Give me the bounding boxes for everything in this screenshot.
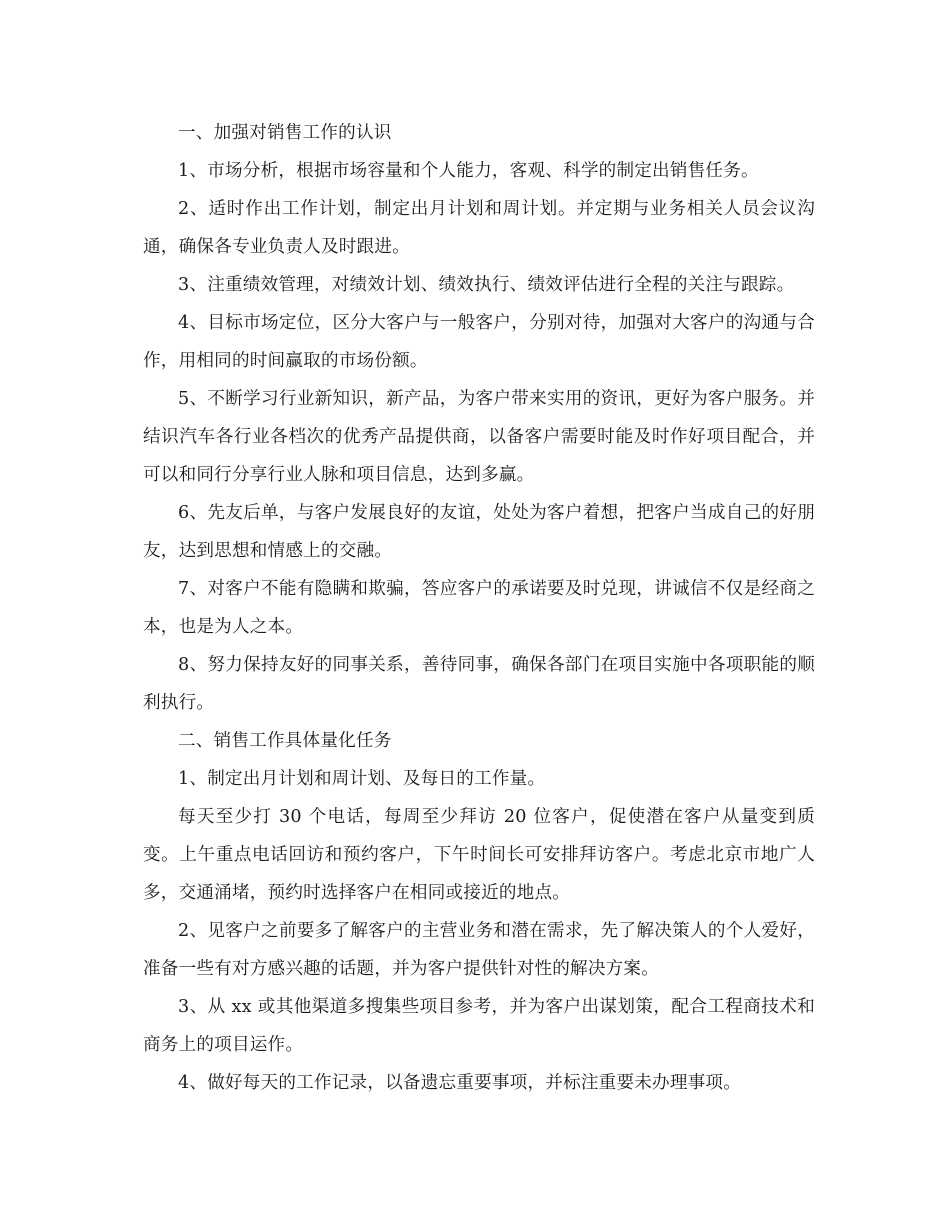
paragraph: 6、先友后单，与客户发展良好的友谊，处处为客户着想，把客户当成自己的好朋友，达到思想和情感上的交融。	[143, 503, 815, 561]
paragraph: 5、不断学习行业新知识，新产品，为客户带来实用的资讯，更好为客户服务。并结识汽车各行业各档次的优秀产品提供商，以备客户需要时能及时作好项目配合，并可以和同行分享行业人脉和项目信息，达到多赢。	[143, 389, 815, 485]
paragraph: 3、从 xx 或其他渠道多搜集些项目参考，并为客户出谋划策，配合工程商技术和商务上的项目运作。	[143, 997, 815, 1055]
paragraph: 4、目标市场定位，区分大客户与一般客户，分别对待，加强对大客户的沟通与合作，用相同的时间赢取的市场份额。	[143, 313, 815, 371]
paragraph: 8、努力保持友好的同事关系，善待同事，确保各部门在项目实施中各项职能的顺利执行。	[143, 655, 815, 713]
paragraph: 1、市场分析，根据市场容量和个人能力，客观、科学的制定出销售任务。	[178, 161, 759, 181]
paragraph: 4、做好每天的工作记录，以备遗忘重要事项，并标注重要未办理事项。	[178, 1073, 742, 1093]
paragraph: 7、对客户不能有隐瞒和欺骗，答应客户的承诺要及时兑现，讲诚信不仅是经商之本，也是为人之本。	[143, 579, 815, 637]
paragraph: 3、注重绩效管理，对绩效计划、绩效执行、绩效评估进行全程的关注与跟踪。	[178, 275, 795, 295]
paragraph: 2、见客户之前要多了解客户的主营业务和潜在需求，先了解决策人的个人爱好，准备一些有对方感兴趣的话题，并为客户提供针对性的解决方案。	[143, 921, 815, 979]
paragraph: 2、适时作出工作计划，制定出月计划和周计划。并定期与业务相关人员会议沟通，确保各专业负责人及时跟进。	[143, 199, 815, 257]
document-body	[143, 114, 815, 1102]
section-heading-2: 二、销售工作具体量化任务	[178, 731, 392, 751]
section-heading-1: 一、加强对销售工作的认识	[178, 123, 392, 143]
paragraph: 1、制定出月计划和周计划、及每日的工作量。	[178, 769, 546, 789]
paragraph: 每天至少打 30 个电话，每周至少拜访 20 位客户，促使潜在客户从量变到质变。上午重点电话回访和预约客户，下午时间长可安排拜访客户。考虑北京市地广人多，交通涌堵，预约时选择客户在相同或接近的地点。	[143, 807, 815, 903]
